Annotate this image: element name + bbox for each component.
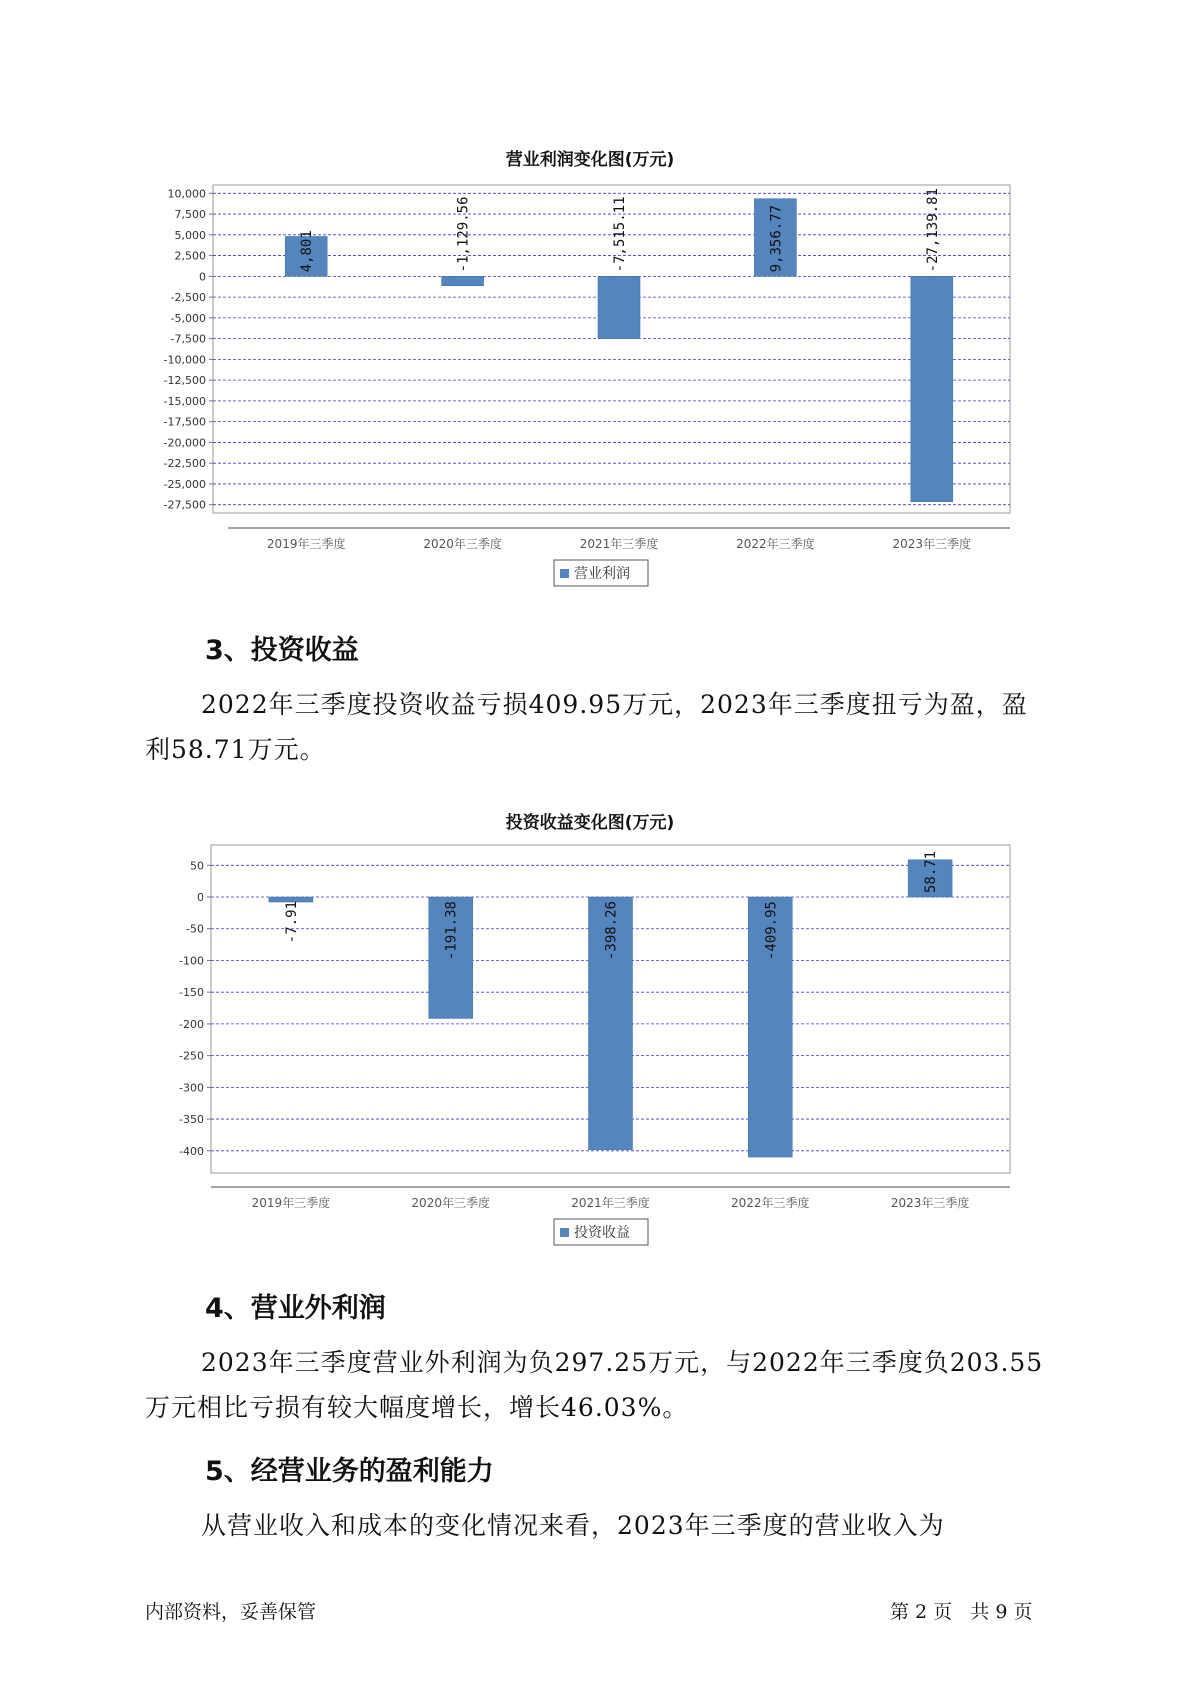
x-tick-label: 2020年三季度 <box>411 1196 490 1210</box>
y-tick-label: -25,000 <box>163 477 206 491</box>
y-tick-label: -22,500 <box>163 457 206 471</box>
x-tick-label: 2021年三季度 <box>579 537 659 551</box>
y-tick-label: -400 <box>179 1144 204 1158</box>
legend-label: 营业利润 <box>574 566 630 582</box>
section4-heading: 4、营业外利润 <box>205 1293 386 1324</box>
y-tick-label: -100 <box>179 954 204 968</box>
y-tick-label: 0 <box>197 891 204 905</box>
section5-heading: 5、经营业务的盈利能力 <box>205 1456 494 1487</box>
bar-value-label: -409.95 <box>763 901 780 961</box>
section5-text: 从营业收入和成本的变化情况来看，2023年三季度的营业收入为 <box>201 1511 945 1540</box>
chart1-title: 营业利润变化图(万元) <box>505 150 675 170</box>
y-tick-label: -20,000 <box>163 436 206 450</box>
y-tick-label: -15,000 <box>163 394 206 408</box>
y-tick-label: -50 <box>186 922 204 936</box>
x-tick-label: 2020年三季度 <box>423 537 502 551</box>
y-tick-label: 10,000 <box>167 187 206 201</box>
legend <box>554 1219 648 1245</box>
y-tick-label: -2,500 <box>170 291 206 305</box>
y-tick-label: -10,000 <box>163 353 206 367</box>
y-tick-label: -7,500 <box>170 332 206 346</box>
footer-left: 内部资料，妥善保管 <box>145 1601 317 1623</box>
bar-value-label: -7.91 <box>283 901 300 944</box>
y-tick-label: 50 <box>190 859 204 873</box>
x-tick-label: 2019年三季度 <box>266 537 346 551</box>
bar-value-label: 58.71 <box>923 850 940 894</box>
section4-text: 2023年三季度营业外利润为负297.25万元，与2022年三季度负203.55万元相比亏损有较大幅度增长，增长46.03%。 <box>145 1348 1044 1422</box>
y-tick-label: -27,500 <box>163 498 206 512</box>
y-tick-label: -150 <box>179 986 204 1000</box>
x-tick-label: 2022年三季度 <box>731 1196 810 1210</box>
bar-value-label: -27,139.81 <box>924 188 941 273</box>
x-tick-label: 2022年三季度 <box>736 537 815 551</box>
y-tick-label: -300 <box>179 1081 204 1095</box>
legend-label: 投资收益 <box>574 1225 630 1241</box>
section3-heading: 3、投资收益 <box>205 635 359 666</box>
y-tick-label: 0 <box>199 270 206 284</box>
y-tick-label: -5,000 <box>170 311 206 325</box>
legend-swatch <box>560 1228 569 1237</box>
y-tick-label: -250 <box>179 1049 204 1063</box>
chart2-title: 投资收益变化图(万元) <box>505 813 675 833</box>
bar-value-label: -191.38 <box>443 901 460 961</box>
y-tick-label: 5,000 <box>174 228 206 242</box>
y-tick-label: 7,500 <box>174 208 206 222</box>
x-tick-label: 2023年三季度 <box>892 537 972 551</box>
y-tick-label: -350 <box>179 1113 204 1127</box>
section5-paragraph <box>145 1503 1045 1548</box>
bar-value-label: -7,515.11 <box>612 196 628 273</box>
y-tick-label: -17,500 <box>163 415 206 429</box>
y-tick-label: -200 <box>179 1017 204 1031</box>
footer-right: 第 2 页 共 9 页 <box>890 1601 1033 1623</box>
bar-value-label: -398.26 <box>603 901 620 961</box>
section4-paragraph <box>145 1340 1045 1430</box>
bar-value-label: 9,356.77 <box>768 204 785 273</box>
bar-value-label: 4,801 <box>299 230 316 273</box>
bar-value-label: -1,129.56 <box>455 196 472 273</box>
y-tick-label: 2,500 <box>174 249 206 263</box>
x-tick-label: 2021年三季度 <box>571 1196 650 1210</box>
y-tick-label: -12,500 <box>163 374 206 388</box>
x-tick-label: 2023年三季度 <box>890 1196 970 1210</box>
section3-text: 2022年三季度投资收益亏损409.95万元，2023年三季度扭亏为盈，盈利58.71万元。 <box>145 690 1028 764</box>
x-tick-label: 2019年三季度 <box>251 1196 331 1210</box>
